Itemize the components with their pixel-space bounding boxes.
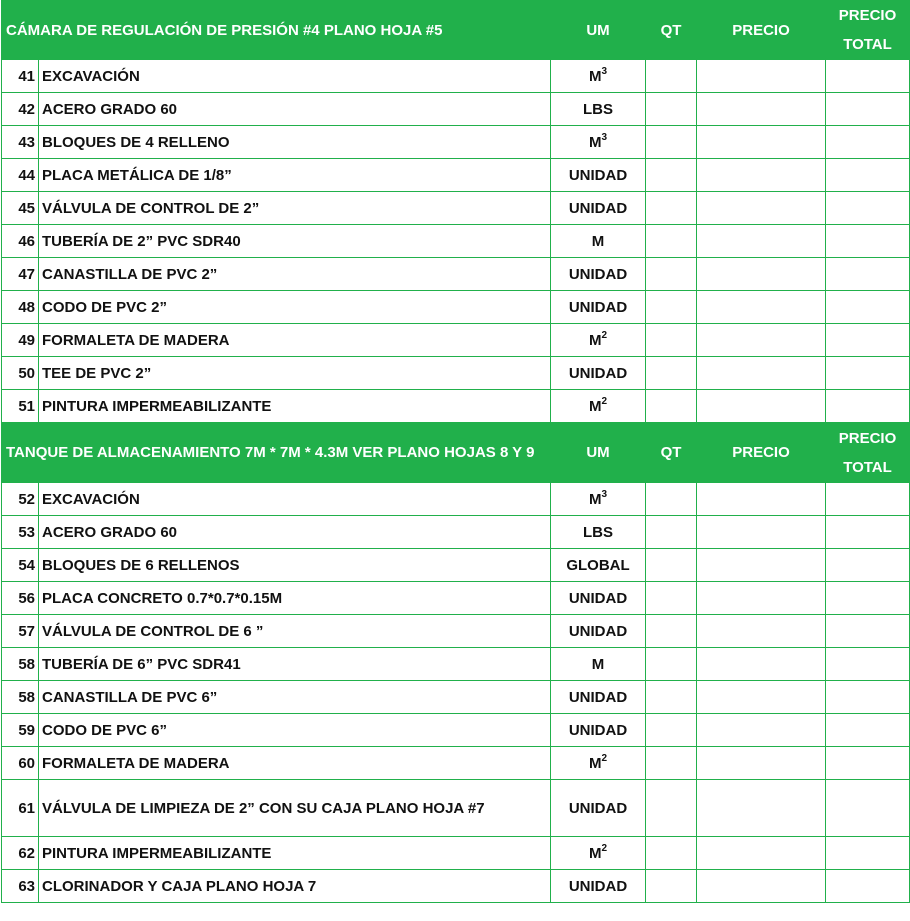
table-row [2, 93, 910, 126]
unit-label: UNIDAD [568, 265, 628, 283]
unit-of-measure [551, 780, 646, 837]
section-title: CÁMARA DE REGULACIÓN DE PRESIÓN #4 PLANO HOJA #5 [2, 1, 551, 60]
item-number: 44 [2, 159, 39, 192]
column-header-precio: PRECIO [697, 423, 826, 483]
total-price-cell[interactable] [826, 60, 910, 93]
table-row [2, 225, 910, 258]
unit-label: UNIDAD [568, 721, 628, 739]
item-description: EXCAVACIÓN [39, 60, 551, 93]
quantity-cell[interactable] [646, 747, 697, 780]
price-cell[interactable] [697, 870, 826, 903]
price-cell[interactable] [697, 324, 826, 357]
table-row [2, 714, 910, 747]
price-cell[interactable] [697, 681, 826, 714]
item-description: CANASTILLA DE PVC 6” [39, 681, 551, 714]
total-price-cell[interactable] [826, 582, 910, 615]
column-header-precio-label: PRECIO [838, 429, 897, 447]
budget-table-body [2, 1, 910, 903]
unit-label: UNIDAD [568, 199, 628, 217]
quantity-cell[interactable] [646, 357, 697, 390]
item-number: 53 [2, 516, 39, 549]
item-number: 62 [2, 837, 39, 870]
item-description: TEE DE PVC 2” [39, 357, 551, 390]
total-price-cell[interactable] [826, 780, 910, 837]
table-row [2, 648, 910, 681]
table-row [2, 549, 910, 582]
unit-label: M [588, 397, 602, 415]
item-number: 52 [2, 483, 39, 516]
total-price-cell[interactable] [826, 681, 910, 714]
quantity-cell[interactable] [646, 483, 697, 516]
item-number: 56 [2, 582, 39, 615]
price-cell[interactable] [697, 747, 826, 780]
unit-label: UNIDAD [568, 799, 628, 817]
item-description: CANASTILLA DE PVC 2” [39, 258, 551, 291]
column-header-um: UM [551, 1, 646, 60]
unit-of-measure [551, 126, 646, 159]
item-number: 54 [2, 549, 39, 582]
quantity-cell[interactable] [646, 126, 697, 159]
unit-of-measure [551, 516, 646, 549]
item-number: 59 [2, 714, 39, 747]
quantity-cell[interactable] [646, 582, 697, 615]
unit-label: UNIDAD [568, 622, 628, 640]
item-number: 50 [2, 357, 39, 390]
item-description: TUBERÍA DE 6” PVC SDR41 [39, 648, 551, 681]
total-price-cell[interactable] [826, 870, 910, 903]
table-row [2, 615, 910, 648]
unit-of-measure [551, 60, 646, 93]
quantity-cell[interactable] [646, 516, 697, 549]
table-row [2, 258, 910, 291]
unit-label: LBS [583, 100, 614, 118]
unit-of-measure [551, 837, 646, 870]
budget-table [1, 0, 910, 903]
item-description: VÁLVULA DE CONTROL DE 2” [39, 192, 551, 225]
quantity-cell[interactable] [646, 648, 697, 681]
item-number: 57 [2, 615, 39, 648]
table-row [2, 747, 910, 780]
price-cell[interactable] [697, 549, 826, 582]
table-row [2, 357, 910, 390]
unit-label: UNIDAD [568, 877, 628, 895]
price-cell[interactable] [697, 258, 826, 291]
price-cell[interactable] [697, 516, 826, 549]
table-row [2, 159, 910, 192]
price-cell[interactable] [697, 291, 826, 324]
total-price-cell[interactable] [826, 648, 910, 681]
price-cell[interactable] [697, 582, 826, 615]
unit-label: UNIDAD [568, 589, 628, 607]
unit-of-measure [551, 324, 646, 357]
item-description: PINTURA IMPERMEABILIZANTE [39, 390, 551, 423]
unit-of-measure [551, 225, 646, 258]
total-price-cell[interactable] [826, 93, 910, 126]
quantity-cell[interactable] [646, 714, 697, 747]
unit-label: UNIDAD [568, 166, 628, 184]
item-number: 48 [2, 291, 39, 324]
table-row [2, 324, 910, 357]
price-cell[interactable] [697, 60, 826, 93]
table-row [2, 192, 910, 225]
item-number: 49 [2, 324, 39, 357]
item-number: 60 [2, 747, 39, 780]
item-description: VÁLVULA DE CONTROL DE 6 ” [39, 615, 551, 648]
unit-of-measure [551, 714, 646, 747]
unit-label: M [588, 844, 602, 862]
item-description: ACERO GRADO 60 [39, 93, 551, 126]
unit-of-measure [551, 258, 646, 291]
unit-label: GLOBAL [566, 556, 630, 574]
price-cell[interactable] [697, 390, 826, 423]
total-price-cell[interactable] [826, 483, 910, 516]
item-number: 58 [2, 648, 39, 681]
table-row [2, 483, 910, 516]
column-header-precio-label: PRECIO [838, 7, 897, 24]
item-description: BLOQUES DE 6 RELLENOS [39, 549, 551, 582]
table-row [2, 837, 910, 870]
section-header-row [2, 1, 910, 60]
quantity-cell[interactable] [646, 549, 697, 582]
price-cell[interactable] [697, 714, 826, 747]
table-row [2, 582, 910, 615]
item-description: CLORINADOR Y CAJA PLANO HOJA 7 [39, 870, 551, 903]
table-row [2, 60, 910, 93]
table-row [2, 126, 910, 159]
unit-exponent: 2 [601, 842, 608, 854]
unit-label: M [591, 655, 605, 673]
quantity-cell[interactable] [646, 192, 697, 225]
quantity-cell[interactable] [646, 870, 697, 903]
unit-of-measure [551, 483, 646, 516]
quantity-cell[interactable] [646, 60, 697, 93]
table-row [2, 681, 910, 714]
unit-of-measure [551, 615, 646, 648]
column-header-total-label: TOTAL [843, 458, 892, 476]
unit-of-measure [551, 870, 646, 903]
unit-exponent: 3 [601, 488, 608, 500]
unit-label: M [588, 133, 602, 151]
total-price-cell[interactable] [826, 714, 910, 747]
total-price-cell[interactable] [826, 747, 910, 780]
total-price-cell[interactable] [826, 357, 910, 390]
quantity-cell[interactable] [646, 390, 697, 423]
unit-of-measure [551, 582, 646, 615]
total-price-cell[interactable] [826, 516, 910, 549]
price-cell[interactable] [697, 837, 826, 870]
total-price-cell[interactable] [826, 126, 910, 159]
item-description: CODO DE PVC 2” [39, 291, 551, 324]
total-price-cell[interactable] [826, 192, 910, 225]
total-price-cell[interactable] [826, 615, 910, 648]
price-cell[interactable] [697, 192, 826, 225]
total-price-cell[interactable] [826, 159, 910, 192]
quantity-cell[interactable] [646, 225, 697, 258]
unit-exponent: 2 [601, 395, 608, 407]
column-header-precio-total [826, 423, 910, 483]
item-description: FORMALETA DE MADERA [39, 324, 551, 357]
total-price-cell[interactable] [826, 258, 910, 291]
price-cell[interactable] [697, 648, 826, 681]
quantity-cell[interactable] [646, 780, 697, 837]
column-header-qt: QT [646, 1, 697, 60]
unit-of-measure [551, 159, 646, 192]
unit-label: M [591, 232, 605, 250]
item-number: 51 [2, 390, 39, 423]
unit-exponent: 3 [601, 65, 608, 77]
total-price-cell[interactable] [826, 324, 910, 357]
item-description: FORMALETA DE MADERA [39, 747, 551, 780]
quantity-cell[interactable] [646, 159, 697, 192]
column-header-precio: PRECIO [697, 1, 826, 60]
item-description: TUBERÍA DE 2” PVC SDR40 [39, 225, 551, 258]
price-cell[interactable] [697, 126, 826, 159]
unit-label: M [588, 331, 602, 349]
table-row [2, 870, 910, 903]
quantity-cell[interactable] [646, 93, 697, 126]
unit-of-measure [551, 681, 646, 714]
unit-of-measure [551, 93, 646, 126]
price-cell[interactable] [697, 615, 826, 648]
section-title: TANQUE DE ALMACENAMIENTO 7M * 7M * 4.3M VER PLANO HOJAS 8 Y 9 [2, 423, 551, 483]
quantity-cell[interactable] [646, 324, 697, 357]
table-row [2, 516, 910, 549]
item-description: BLOQUES DE 4 RELLENO [39, 126, 551, 159]
quantity-cell[interactable] [646, 258, 697, 291]
column-header-um: UM [551, 423, 646, 483]
item-description: CODO DE PVC 6” [39, 714, 551, 747]
item-number: 58 [2, 681, 39, 714]
table-row [2, 390, 910, 423]
section-header-row [2, 423, 910, 483]
unit-of-measure [551, 291, 646, 324]
total-price-cell[interactable] [826, 837, 910, 870]
item-description: PLACA CONCRETO 0.7*0.7*0.15M [39, 582, 551, 615]
table-row [2, 291, 910, 324]
item-description: ACERO GRADO 60 [39, 516, 551, 549]
total-price-cell[interactable] [826, 390, 910, 423]
item-number: 43 [2, 126, 39, 159]
column-header-qt: QT [646, 423, 697, 483]
price-cell[interactable] [697, 780, 826, 837]
unit-label: M [588, 490, 602, 508]
item-number: 45 [2, 192, 39, 225]
item-number: 41 [2, 60, 39, 93]
column-header-total-label: TOTAL [843, 36, 892, 53]
price-cell[interactable] [697, 483, 826, 516]
item-description: PINTURA IMPERMEABILIZANTE [39, 837, 551, 870]
unit-of-measure [551, 747, 646, 780]
price-cell[interactable] [697, 357, 826, 390]
total-price-cell[interactable] [826, 291, 910, 324]
unit-label: M [588, 754, 602, 772]
quantity-cell[interactable] [646, 291, 697, 324]
item-description: EXCAVACIÓN [39, 483, 551, 516]
table-row [2, 780, 910, 837]
item-number: 61 [2, 780, 39, 837]
unit-of-measure [551, 192, 646, 225]
unit-of-measure [551, 357, 646, 390]
unit-label: LBS [583, 523, 614, 541]
unit-exponent: 2 [601, 752, 608, 764]
column-header-precio-total [826, 1, 910, 60]
unit-label: M [588, 67, 602, 85]
item-description: PLACA METÁLICA DE 1/8” [39, 159, 551, 192]
item-number: 46 [2, 225, 39, 258]
item-description: VÁLVULA DE LIMPIEZA DE 2” CON SU CAJA PLANO HOJA #7 [39, 780, 551, 837]
quantity-cell[interactable] [646, 615, 697, 648]
price-cell[interactable] [697, 159, 826, 192]
unit-of-measure [551, 648, 646, 681]
item-number: 42 [2, 93, 39, 126]
unit-of-measure [551, 390, 646, 423]
quantity-cell[interactable] [646, 837, 697, 870]
unit-exponent: 2 [601, 329, 608, 341]
unit-label: UNIDAD [568, 364, 628, 382]
unit-label: UNIDAD [568, 688, 628, 706]
unit-label: UNIDAD [568, 298, 628, 316]
total-price-cell[interactable] [826, 225, 910, 258]
unit-exponent: 3 [601, 131, 608, 143]
price-cell[interactable] [697, 225, 826, 258]
total-price-cell[interactable] [826, 549, 910, 582]
item-number: 63 [2, 870, 39, 903]
price-cell[interactable] [697, 93, 826, 126]
item-number: 47 [2, 258, 39, 291]
unit-of-measure [551, 549, 646, 582]
quantity-cell[interactable] [646, 681, 697, 714]
